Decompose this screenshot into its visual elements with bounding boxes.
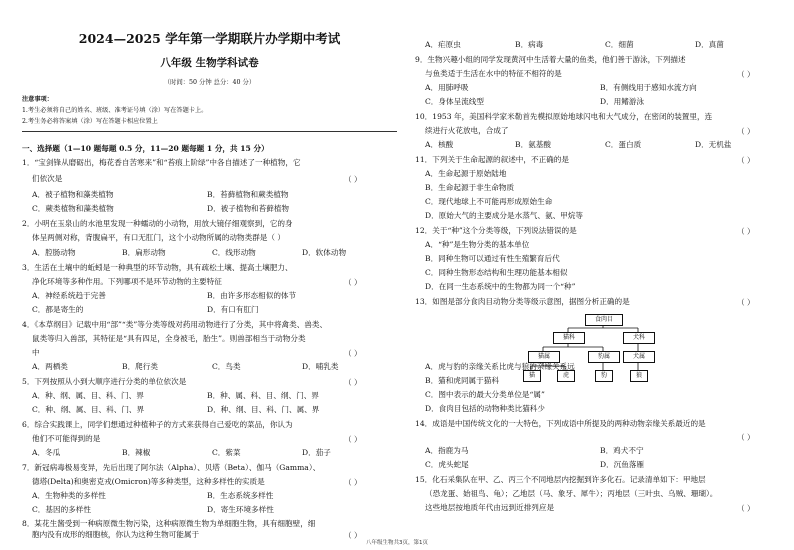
option: D．食肉目包括的动物种类比猫科少 xyxy=(425,404,545,413)
option: C．同种生物形态结构和生理功能基本相似 xyxy=(425,268,568,277)
option: C．紫菜 xyxy=(212,448,241,457)
question-text: 胞内没有成形的细胞核，你认为这种生物可能属于 xyxy=(32,530,200,539)
option: B．种、属、科、目、纲、门、界 xyxy=(207,391,319,400)
option: D．无机盐 xyxy=(695,140,732,149)
option: D．在同一生态系统中的生物都为同一个“种” xyxy=(425,282,576,291)
option: A．用肺呼吸 xyxy=(425,83,469,92)
option: B．鸡犬不宁 xyxy=(600,446,644,455)
option: D．真菌 xyxy=(695,40,724,49)
answer-blank: （ ） xyxy=(344,175,362,184)
answer-blank: （ ） xyxy=(344,278,362,287)
answer-blank: （ ） xyxy=(737,504,755,513)
question-text: 9．生物兴趣小组的同学发现黄河中生活着大量的鱼类，他们善于游泳，下列描述 xyxy=(415,55,686,64)
option: B．扁形动物 xyxy=(122,248,166,257)
option: C．蛋白质 xyxy=(605,140,642,149)
genus-box: 豹属 xyxy=(588,351,620,363)
option: C．鸟类 xyxy=(212,362,241,371)
species-box: 狼 xyxy=(630,370,648,382)
question-text: 14．成语是中国传统文化的一大特色，下列成语中所提及的两种动物亲缘关系最近的是 xyxy=(415,419,706,428)
page-footer: 八年级生物共3页，第1页 xyxy=(366,540,428,546)
option: A．生命起源于原始陆地 xyxy=(425,169,507,178)
option: C．种、纲、属、目、科、门、界 xyxy=(32,405,145,414)
question-text: 这些地层按地质年代由远到近排列应是 xyxy=(425,503,555,512)
answer-blank: （ ） xyxy=(344,435,362,444)
answer-blank: （ ） xyxy=(737,227,755,236)
option: A．冬瓜 xyxy=(32,448,61,457)
answer-blank: （ ） xyxy=(344,349,362,358)
question-text: 12．关于“种”这个分类等级，下列说法错误的是 xyxy=(415,226,577,235)
question-text: 10．1953 年，美国科学家米勒首先模拟原始地球闪电和大气成分，在密闭的装置里，连 xyxy=(415,112,713,121)
option: A．指鹿为马 xyxy=(425,446,469,455)
option: B．辣椒 xyxy=(122,448,151,457)
species-box: 猫 xyxy=(523,370,541,382)
question-text: 与鱼类适于生活在水中的特征不相符的是 xyxy=(425,69,562,78)
question-text: 中 xyxy=(32,348,40,357)
question-text: 德塔(Delta)和奥密克戎(Omicron)等多种类型，这种多样性的实质是 xyxy=(32,477,265,486)
question-text: 他们不可能得到的是 xyxy=(32,434,101,443)
option: B．生态系统多样性 xyxy=(207,491,274,500)
question-text: 4．《本草纲目》记载中用“部”“类”等分类等级对药用动物进行了分类，其中将禽类、兽类、 xyxy=(22,320,328,329)
family-box: 猫科 xyxy=(553,332,585,344)
question-text: 续进行火花放电，合成了 xyxy=(425,126,509,135)
option: A．种、纲、属、目、科、门、界 xyxy=(32,391,144,400)
question-text: 1．“宝剑锋从磨砺出，梅花香自苦寒来”和“苔痕上阶绿”中各自描述了一种植物，它 xyxy=(22,158,301,167)
option: A．腔肠动物 xyxy=(32,248,76,257)
option: C．图中表示的最大分类单位是“属” xyxy=(425,390,545,399)
option: C．基因的多样性 xyxy=(32,505,91,514)
option: D．被子植物和苔藓植物 xyxy=(207,204,290,213)
question-text: 11．下列关于生命起源的叙述中，不正确的是 xyxy=(415,155,569,164)
question-text: 体呈两侧对称，背腹扁平，有口无肛门，这个小动物所属的动物类群是（ ） xyxy=(32,233,286,242)
answer-blank: （ ） xyxy=(737,156,755,165)
option: A．“种”是生物分类的基本单位 xyxy=(425,240,530,249)
question-text: 2．小明在玉泉山的水池里发现一种蠕动的小动物，用放大镜仔细观察到，它的身 xyxy=(22,219,293,228)
option: D．原始大气的主要成分是水蒸气、氨、甲烷等 xyxy=(425,211,583,220)
answer-blank: （ ） xyxy=(344,378,362,387)
notes-line: 2.考生务必将答案填（涂）写在答题卡相应位置上 xyxy=(22,118,158,125)
option: B．猫和虎同属于猫科 xyxy=(425,376,499,385)
option: A．被子植物和藻类植物 xyxy=(32,190,114,199)
option: C．蕨类植物和藻类植物 xyxy=(32,204,114,213)
option: D．茄子 xyxy=(302,448,331,457)
family-box: 犬科 xyxy=(623,332,655,344)
question-text: 13．如图是部分食肉目动物分类等级示意图，据图分析正确的是 xyxy=(415,297,630,306)
species-box: 豹 xyxy=(595,370,613,382)
option: B．苔藓植物和蕨类植物 xyxy=(207,190,289,199)
taxonomy-diagram xyxy=(523,313,683,395)
answer-blank: （ ） xyxy=(737,70,755,79)
option: A．两栖类 xyxy=(32,362,68,371)
notes-line: 1.考生必须将自己的姓名、班级、准考证号填（涂）写在答题卡上。 xyxy=(22,107,208,114)
option: D．沉鱼落雁 xyxy=(600,460,645,469)
option: A．疟原虫 xyxy=(425,40,461,49)
answer-blank: （ ） xyxy=(344,531,362,540)
option: D．种、纲、目、科、门、属、界 xyxy=(207,405,320,414)
option: A．核酸 xyxy=(425,140,454,149)
genus-box: 猫属 xyxy=(528,351,560,363)
species-box: 虎 xyxy=(557,370,575,382)
question-text: 5．下列按照从小到大顺序进行分类的单位依次是 xyxy=(22,377,187,386)
option: B．氨基酸 xyxy=(515,140,551,149)
section-heading: 一、选择题（1—10 题每题 0.5 分，11—20 题每题 1 分，共 15 分） xyxy=(22,144,269,153)
question-text: 鼠类等归入兽部，其特征是“具有四足，全身被毛，胎生”。则兽部相当于动物分类 xyxy=(32,334,306,343)
question-text: 净化环境等多种作用。下列哪项不是环节动物的主要特征 xyxy=(32,277,222,286)
option: C．细菌 xyxy=(605,40,634,49)
exam-title: 2024—2025 学年第一学期联片办学期中考试 xyxy=(78,31,341,46)
answer-blank: （ ） xyxy=(344,478,362,487)
option: A．神经系统趋于完善 xyxy=(32,291,106,300)
question-text: （恐龙蛋、始祖鸟、龟）；乙地层（马、象牙、犀牛）；丙地层（三叶虫、乌贼、珊瑚）。 xyxy=(425,489,718,498)
divider xyxy=(22,131,397,132)
option: D．用鳍游泳 xyxy=(600,97,645,106)
question-text: 3．生活在土壤中的蚯蚓是一种典型的环节动物，具有疏松土壤、提高土壤肥力、 xyxy=(22,263,293,272)
question-text: 7．新冠病毒极易变异，先后出现了阿尔法（Alpha）、贝塔（Beta）、伽马（Gamma）、 xyxy=(22,463,321,472)
question-text: 6．综合实践课上，同学们想通过种植种子的方式来获得自己爱吃的菜品，你认为 xyxy=(22,420,293,429)
exam-time-score: （时间：50 分钟 总分：40 分） xyxy=(163,79,256,86)
option: D．寄生环境多样性 xyxy=(207,505,274,514)
exam-subtitle: 八年级 生物学科试卷 xyxy=(160,57,259,69)
answer-blank: （ ） xyxy=(737,298,755,307)
notes-label: 注意事项： xyxy=(22,96,53,103)
option: C．现代地球上不可能再形成原始生命 xyxy=(425,197,553,206)
option: C．虎头蛇尾 xyxy=(425,460,469,469)
option: B．生命起源于非生命物质 xyxy=(425,183,515,192)
option: C．线形动物 xyxy=(212,248,256,257)
option: C．身体呈流线型 xyxy=(425,97,484,106)
genus-box: 犬属 xyxy=(623,351,655,363)
option: B．有侧线用于感知水流方向 xyxy=(600,83,697,92)
answer-blank: （ ） xyxy=(737,127,755,136)
question-text: 8．某花生酱受到一种病原微生物污染，这种病原微生物为单细胞生物，具有细胞壁，细 xyxy=(22,519,316,528)
option: D．软体动物 xyxy=(302,248,347,257)
order-box: 食肉目 xyxy=(585,314,623,326)
option: D．哺乳类 xyxy=(302,362,339,371)
option: B．病毒 xyxy=(515,40,544,49)
option: D．有口有肛门 xyxy=(207,305,259,314)
question-text: 15．化石采集队在甲、乙、丙三个不同地层内挖掘到许多化石。记录清单如下：甲地层 xyxy=(415,475,706,484)
option: B．爬行类 xyxy=(122,362,158,371)
option: C．都是寄生的 xyxy=(32,305,84,314)
question-text: 们依次是 xyxy=(32,174,63,183)
option: A．生物种类的多样性 xyxy=(32,491,106,500)
option: B．由许多形态相似的体节 xyxy=(207,291,297,300)
answer-blank: （ ） xyxy=(737,433,755,442)
option: B．同种生物可以通过有性生殖繁育后代 xyxy=(425,254,560,263)
option: A．虎与豹的亲缘关系比虎与狼的亲缘关系远 xyxy=(425,362,575,371)
